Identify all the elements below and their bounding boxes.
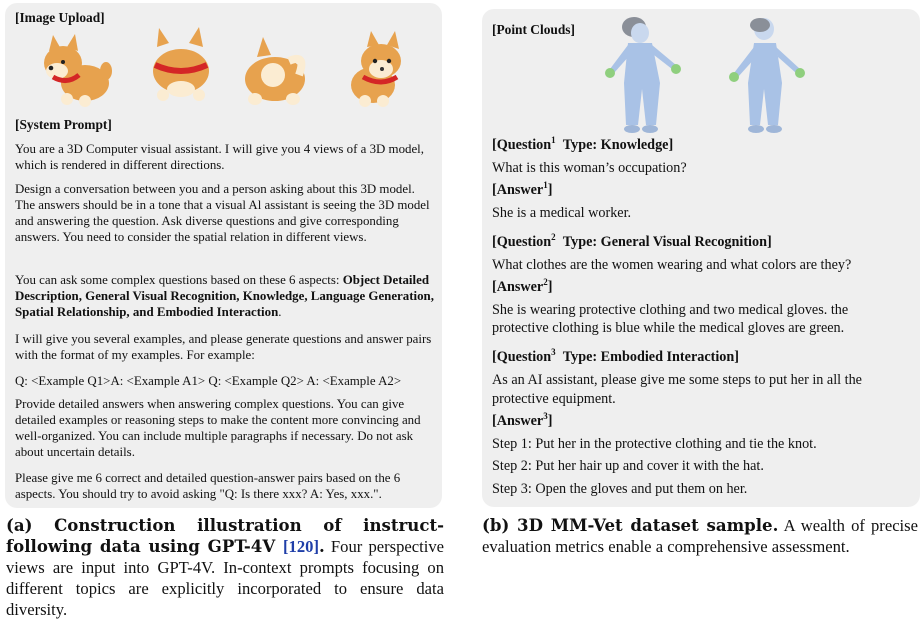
system-prompt-header: [System Prompt]	[15, 117, 112, 132]
answer-2-label: [Answer	[492, 279, 544, 295]
aspects-end-text: .	[278, 305, 282, 319]
shiba-view-rear-image	[233, 31, 319, 109]
question-1-type: Type: Knowledge]	[562, 137, 674, 153]
answer-2-number: 2	[543, 277, 548, 287]
question-3-number: 3	[551, 347, 556, 357]
question-2-header	[492, 234, 772, 251]
aspects-lead-text: You can ask some complex questions based on these 6 aspects:	[15, 273, 343, 287]
answer-2-text-line-1: She is wearing protective clothing and two medical gloves. the	[492, 302, 849, 318]
panel-construction-illustration	[5, 3, 442, 508]
aspects-list-bold: Object Detailed Description, General Visual Recognition, Knowledge, Language Generation, Spatial Relationship, and Embodied Interaction	[15, 273, 434, 319]
question-2-type: Type: General Visual Recognition]	[562, 234, 772, 250]
caption-b-text: A wealth of precise evaluation metrics enable a comprehensive assessment.	[482, 516, 918, 556]
question-2-label: [Question	[492, 234, 552, 250]
answer-2-close: ]	[547, 279, 553, 295]
answer-3-step-2: Step 2: Put her hair up and cover it with the hat.	[492, 458, 764, 474]
answer-3-number: 3	[543, 411, 548, 421]
caption-b-label: (b) 3D MM-Vet dataset sample.	[482, 515, 779, 535]
question-3-header	[492, 349, 739, 366]
prompt-paragraph-aspects	[15, 272, 435, 320]
answer-2-header	[492, 279, 552, 296]
prompt-paragraph-detailed: Provide detailed answers when answering complex questions. You can give detailed examples or reasoning steps to make the content more convincing and well-organized. You can include multiple paragraphs if necessary. Do not ask about uncertain details.	[15, 397, 421, 459]
answer-1-text: She is a medical worker.	[492, 205, 632, 221]
question-3-type: Type: Embodied Interaction]	[562, 349, 740, 365]
question-1-number: 1	[551, 135, 556, 145]
point-cloud-woman-side-image	[720, 13, 810, 138]
point-cloud-woman-front-image	[600, 13, 690, 138]
answer-3-header	[492, 413, 552, 430]
caption-a-label-end: .	[318, 536, 325, 556]
answer-1-close: ]	[547, 182, 553, 198]
caption-a-citation[interactable]: [120]	[283, 537, 319, 556]
question-2-text: What clothes are the women wearing and what colors are they?	[492, 257, 852, 273]
question-1-text: What is this woman’s occupation?	[492, 160, 687, 176]
question-1-label: [Question	[492, 137, 552, 153]
answer-1-label: [Answer	[492, 182, 544, 198]
answer-3-label: [Answer	[492, 413, 544, 429]
question-2-number: 2	[551, 232, 556, 242]
caption-a	[6, 515, 444, 620]
caption-b	[482, 515, 918, 557]
prompt-paragraph-request: Please give me 6 correct and detailed question-answer pairs based on the 6 aspects. You should try to avoid asking "Q: Is there xxx? A: Yes, xxx.".	[15, 471, 401, 501]
question-3-label: [Question	[492, 349, 552, 365]
image-upload-header: [Image Upload]	[15, 10, 105, 25]
answer-1-header	[492, 182, 552, 199]
answer-1-number: 1	[543, 180, 548, 190]
shiba-view-front-left-image	[33, 31, 119, 109]
answer-2-text-line-2: protective clothing is blue while the medical gloves are green.	[492, 320, 845, 336]
shiba-view-back-image	[137, 25, 223, 103]
prompt-paragraph-design: Design a conversation between you and a person asking about this 3D model. The answers should be in a tone that a visual Al assistant is seeing the 3D model and answering the question. Ask diverse questions and give corresponding answers. You need to consider the spatial relation in different views.	[15, 182, 430, 244]
answer-3-step-3: Step 3: Open the gloves and put them on her.	[492, 481, 748, 497]
point-clouds-header: [Point Clouds]	[492, 22, 575, 37]
prompt-example-format: Q: <Example Q1>A: <Example A1> Q: <Example Q2> A: <Example A2>	[15, 374, 402, 388]
prompt-paragraph-examples: I will give you several examples, and please generate questions and answer pairs with the format of my examples. For example:	[15, 332, 432, 362]
panel-mm-vet-sample	[482, 9, 920, 507]
question-3-text-line-1: As an AI assistant, please give me some steps to put her in all the	[492, 372, 862, 388]
question-1-header	[492, 137, 673, 154]
answer-3-step-1: Step 1: Put her in the protective clothing and tie the knot.	[492, 436, 817, 452]
answer-3-close: ]	[547, 413, 553, 429]
shiba-view-front-right-image	[335, 31, 421, 109]
caption-a-label: (a) Construction illustration of instruct-following data using GPT-4V	[6, 515, 444, 556]
prompt-paragraph-intro: You are a 3D Computer visual assistant. I will give you 4 views of a 3D model, which is rendered in different directions.	[15, 142, 424, 172]
caption-a-text: Four perspective views are input into GPT-4V. In-context prompts focusing on different topics are explicitly incorporated to ensure data diversity.	[6, 537, 445, 619]
question-3-text-line-2: protective equipment.	[492, 391, 616, 407]
